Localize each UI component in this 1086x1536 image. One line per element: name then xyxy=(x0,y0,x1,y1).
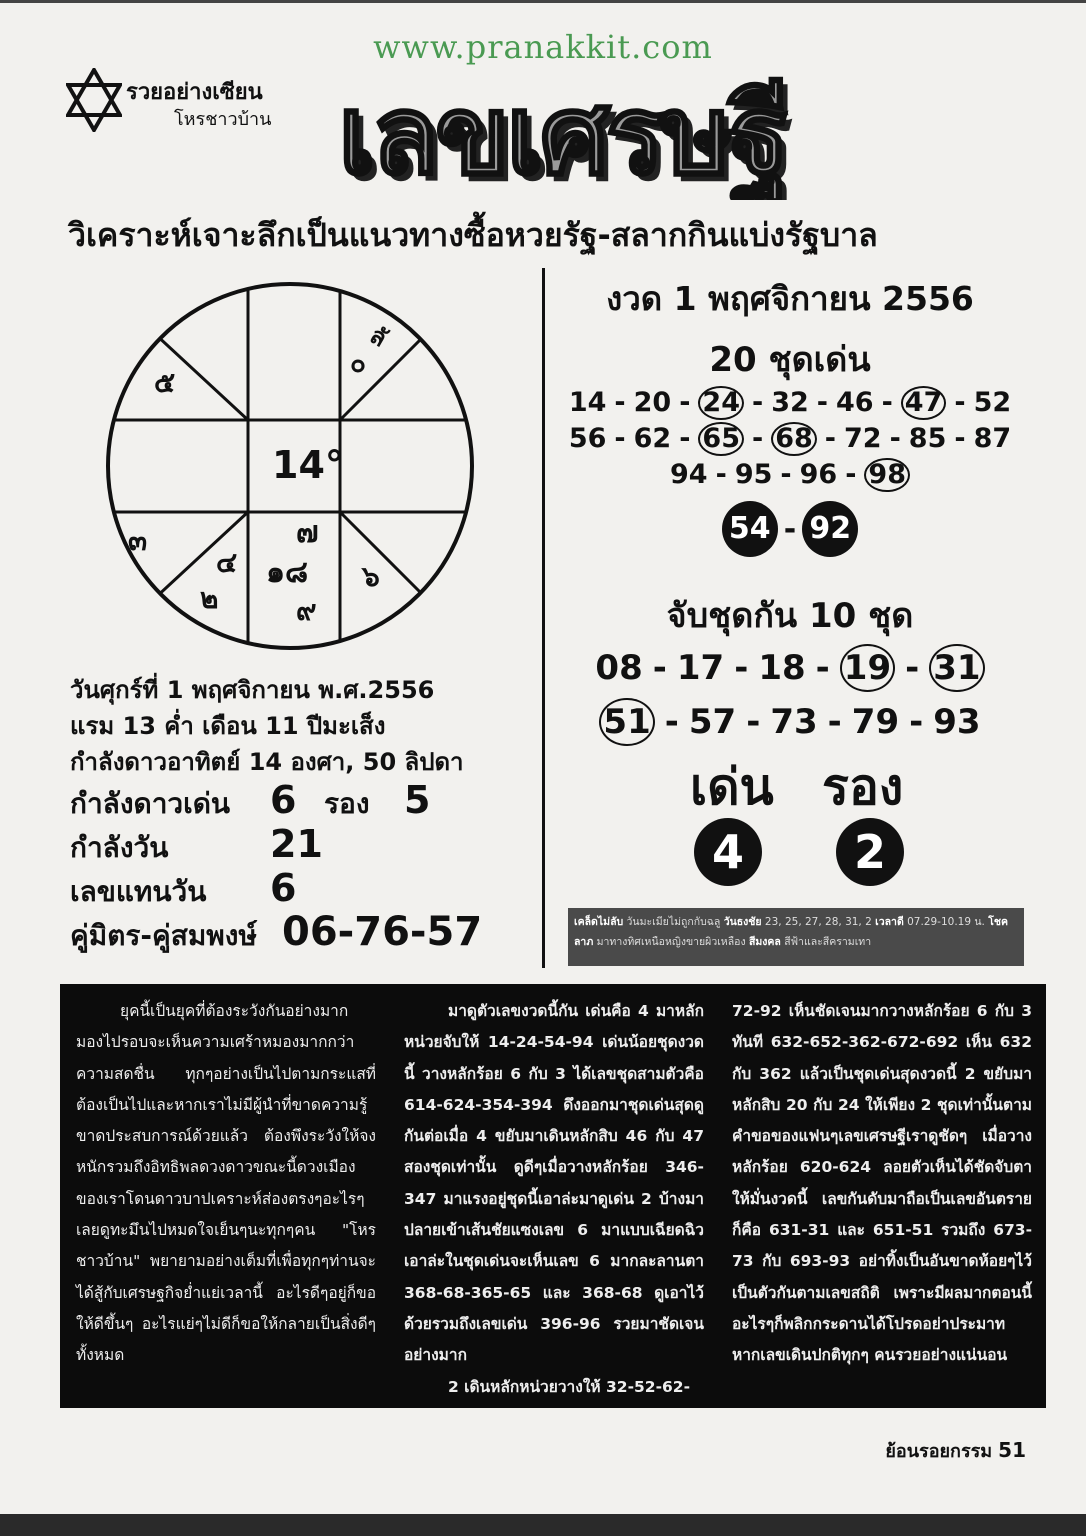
page-number: 51 xyxy=(998,1438,1026,1462)
tip-text: มาทางทิศเหนือหญิงขายผิวเหลือง xyxy=(596,936,746,948)
lottery-number: 87 xyxy=(973,423,1012,454)
info-rep-row xyxy=(70,868,540,912)
chart-bottom-left-1: ๔ xyxy=(216,546,238,579)
logo-line2: โหรชาวบ้าน xyxy=(174,109,272,130)
tip-text: สีฟ้าและสีครามเทา xyxy=(784,936,872,948)
circled-number: 24 xyxy=(698,386,744,420)
tip-text: 23, 25, 27, 28, 31, 2 xyxy=(764,916,872,928)
dash: - xyxy=(664,702,679,742)
lottery-number: 93 xyxy=(933,702,981,742)
lead-label: เด่น xyxy=(690,758,774,816)
article-paragraph: 2 เดินหลักหน่วยวางให้ 32-52-62- xyxy=(448,1377,691,1396)
tip-key: โชคลาภ xyxy=(574,916,1009,948)
dash: - xyxy=(881,387,893,418)
lead-labels xyxy=(690,748,950,816)
page-footer xyxy=(885,1436,1026,1465)
circled-number: 65 xyxy=(698,422,744,456)
info-day-row xyxy=(70,824,540,868)
dash: - xyxy=(652,648,667,688)
bottom-edge xyxy=(0,1514,1086,1536)
dash: - xyxy=(889,423,901,454)
circled-number: 98 xyxy=(864,458,910,492)
chart-top-right-1: ลั xyxy=(365,320,392,353)
astro-info xyxy=(70,672,540,956)
article-paragraph: 72-92 เห็นชัดเจนมากวางหลักร้อย 6 กับ 3 ทันที 632-652-362-672-692 เห็น 632 กับ 362 แล้วเป็นชุดเด่นสุดงวดนี้ 2 ขยับมาหลักสิบ 20 กับ 24 ให้เพียง 2 ชุดเท่านั้นตามคำขอของแฟนๆเลขเศรษฐีเราดูชัดๆ เมื่อวางหลักร้อย 620-624 ลอยตัวเห็นได้ชัดจับตาให้มั่นงวดนี้ เลขกันดับมาถือเป็นเลขอันตรายก็คือ 631-31 และ 651-51 รวมถึง 673-73 กับ 693-93 อย่าทิ้งเป็นอันขาดห้อยๆไว้เป็นตัวกันตามเลขสถิติ เพราะมีผลมากตอนนี้อะไรๆก็พลิกกระดานได้โปรดอย่าประมาทหากเลขเดินปกติทุกๆ คนรวยอย่างแน่นอน xyxy=(732,1002,1032,1365)
number-line-1 xyxy=(560,385,1020,421)
dash: - xyxy=(614,423,626,454)
tip-text: 07.29-10.19 น. xyxy=(907,916,985,928)
circled-number: 51 xyxy=(599,698,654,746)
dash: - xyxy=(614,387,626,418)
day-label: กำลังวัน xyxy=(70,831,169,864)
tip-box xyxy=(568,908,1024,966)
info-sun-power: กำลังดาวอาทิตย์ 14 องศา, 50 ลิปดา xyxy=(70,748,464,776)
column-logo xyxy=(66,68,316,138)
number-line-2 xyxy=(560,421,1020,457)
lottery-number: 73 xyxy=(770,702,818,742)
lottery-number: 62 xyxy=(633,423,672,454)
lottery-number: 57 xyxy=(688,702,737,742)
subtitle: วิเคราะห์เจาะลึกเป็นแนวทางซื้อหวยรัฐ-สลากกินแบ่งรัฐบาล xyxy=(68,216,878,254)
article-box xyxy=(60,984,1046,1408)
info-date: วันศุกร์ที่ 1 พฤศจิกายน พ.ศ.2556 xyxy=(70,676,435,704)
dash: - xyxy=(845,459,857,490)
circled-number: 47 xyxy=(901,386,947,420)
pairs-line-2 xyxy=(560,695,1020,749)
highlight-number: 92 xyxy=(802,501,858,557)
sets-title: 20 ชุดเด่น xyxy=(709,340,871,380)
logo-line1: รวยอย่างเซียน xyxy=(126,80,263,105)
draw-title: งวด 1 พฤศจิกายน 2556 xyxy=(606,279,974,318)
draw-section xyxy=(560,275,1020,749)
pair-label: คู่มิตร-คู่สมพงษ์ xyxy=(70,919,257,952)
star-of-david-icon xyxy=(66,68,122,132)
chart-bottom-center-1: ๗ xyxy=(296,515,319,550)
chart-top-left: ๕ xyxy=(154,366,176,399)
dash: - xyxy=(746,702,761,742)
article-paragraph: มาดูตัวเลขงวดนี้กัน เด่นคือ 4 มาหลักหน่วยจับให้ 14-24-54-94 เด่นน้อยชุดงวดนี้ วางหลักร้อย 6 กับ 3 ได้เลขชุดสามตัวคือ 614-624-354-394 ดึงออกมาชุดเด่นสุดดูกันต่อเมื่อ 4 ขยับมาเดินหลักสิบ 46 กับ 47 สองชุดเท่านั้น ดูดีๆเมื่อวางหลักร้อย 346-347 มาแรงอยู่ชุดนี้เอาล่ะมาดูเด่น 2 บ้างมาปลายเข้าเส้นชัยแซงเลข 6 มาแบบเฉียดฉิว เอาล่ะในชุดเด่นจะเห็นเลข 6 มากละลานตา 368-68-365-65 และ 368-68 ดูเอาไว้ด้วยรวมถึงเลขเด่น 396-96 รวยมาชัดเจนอย่างมาก xyxy=(404,1002,704,1365)
highlight-number: 54 xyxy=(722,501,778,557)
dash: - xyxy=(909,702,924,742)
second-label: รอง xyxy=(822,758,904,816)
dash: - xyxy=(954,387,966,418)
second-digit: 2 xyxy=(836,818,904,886)
lottery-number: 79 xyxy=(851,702,900,742)
lottery-number: 72 xyxy=(844,423,882,454)
lottery-number: 96 xyxy=(799,459,838,490)
lead-digit: 4 xyxy=(694,818,762,886)
chart-bottom-right: ๖ xyxy=(362,560,380,593)
dash: - xyxy=(827,702,842,742)
footer-label: ย้อนรอยกรรม xyxy=(885,1441,993,1462)
lottery-number: 85 xyxy=(908,423,947,454)
lottery-number: 08 xyxy=(595,648,643,688)
dash: - xyxy=(751,387,764,418)
info-star-row xyxy=(70,780,540,824)
tip-key: เวลาดี xyxy=(875,916,904,928)
star-sub-label: รอง xyxy=(324,787,370,820)
day-value: 21 xyxy=(270,822,323,866)
tip-key: เคล็ดไม่ลับ xyxy=(574,916,624,928)
lottery-number: 17 xyxy=(676,648,725,688)
column-divider xyxy=(542,268,545,968)
article-paragraph: ยุคนี้เป็นยุคที่ต้องระวังกันอย่างมาก มองไปรอบจะเห็นความเศร้าหมองมากกว่าความสดชื่น ทุกๆอย่างเป็นไปตามกระแสที่ต้องเป็นไปและหากเราไม่มีผู้นำที่ขาดความรู้ขาดประสบการณ์ด้วยแล้ว ต้องพึงระวังให้จงหนักรวมถึงอิทธิพลดวงดาวขณะนี้ดวงเมืองของเราโดนดาวบาปเคราะห์ส่องตรงๆอะไรๆเลยดูทะมึนไปหมดใจเย็นๆนะทุกๆคน "โหรชาวบ้าน" พยายามอย่างเต็มที่เพื่อทุกๆท่านจะได้สู้กับเศรษฐกิจย่ำแย่เวลานี้ อะไรดีๆอยู่ก็ขอให้ดีขึ้นๆ อะไรแย่ๆไม่ดีก็ขอให้กลายเป็นสิ่งดีๆทั้งหมด xyxy=(76,1002,376,1365)
chart-bottom-center-3: ๙ xyxy=(296,594,317,627)
lottery-number: 52 xyxy=(973,387,1012,418)
dash: - xyxy=(954,423,966,454)
article-column-3 xyxy=(732,996,1032,1372)
lottery-number: 18 xyxy=(758,648,806,688)
circled-number: 68 xyxy=(771,422,817,456)
chart-bottom-left-2: ๒ xyxy=(200,582,219,615)
circled-number: 19 xyxy=(840,644,895,692)
star-label: กำลังดาวเด่น xyxy=(70,787,231,820)
lottery-number: 56 xyxy=(568,423,607,454)
number-line-3 xyxy=(560,457,1020,493)
horoscope-chart xyxy=(100,280,480,652)
dash: - xyxy=(679,423,691,454)
star-value: 6 xyxy=(270,778,297,822)
lottery-number: 20 xyxy=(633,387,672,418)
dash: - xyxy=(783,511,797,547)
top-edge xyxy=(0,0,1086,3)
article-column-2 xyxy=(404,996,704,1403)
tip-text: วันมะเมียไม่ถูกกับฉลู xyxy=(626,916,721,928)
dash: - xyxy=(816,387,828,418)
dash: - xyxy=(679,387,691,418)
tip-key: สีมงคล xyxy=(748,936,781,948)
chart-top-right-2: ๐ xyxy=(350,349,366,379)
dash: - xyxy=(751,423,764,454)
info-lunar: แรม 13 ค่ำ เดือน 11 ปีมะเส็ง xyxy=(70,712,386,740)
rep-value: 6 xyxy=(270,866,297,910)
dash: - xyxy=(715,459,727,490)
lottery-number: 14 xyxy=(568,387,607,418)
dash: - xyxy=(824,423,836,454)
chart-bottom-center-2: ๑๘ xyxy=(266,555,309,590)
article-column-1 xyxy=(76,996,376,1372)
lottery-number: 95 xyxy=(734,459,773,490)
chart-center: 14° xyxy=(272,443,344,487)
circled-number: 31 xyxy=(929,644,984,692)
dash: - xyxy=(815,648,830,688)
pairs-line-1 xyxy=(560,641,1020,695)
dash: - xyxy=(780,459,792,490)
highlight-pair xyxy=(560,501,1020,561)
pair-value: 06-76-57 xyxy=(282,909,483,955)
lottery-number: 94 xyxy=(670,459,708,490)
tip-key: วันธงชัย xyxy=(723,916,762,928)
star-sub-value: 5 xyxy=(404,778,431,822)
pairs-title: จับชุดกัน 10 ชุด xyxy=(666,596,914,636)
rep-label: เลขแทนวัน xyxy=(70,875,207,908)
headline: เลขเศรษฐี xyxy=(338,71,786,199)
info-pair-row xyxy=(70,909,540,956)
dash: - xyxy=(905,648,920,688)
lottery-number: 32 xyxy=(771,387,809,418)
site-url: www.pranakkit.com xyxy=(373,28,713,66)
lottery-number: 46 xyxy=(836,387,874,418)
chart-left: ๓ xyxy=(128,524,148,557)
dash: - xyxy=(734,648,749,688)
